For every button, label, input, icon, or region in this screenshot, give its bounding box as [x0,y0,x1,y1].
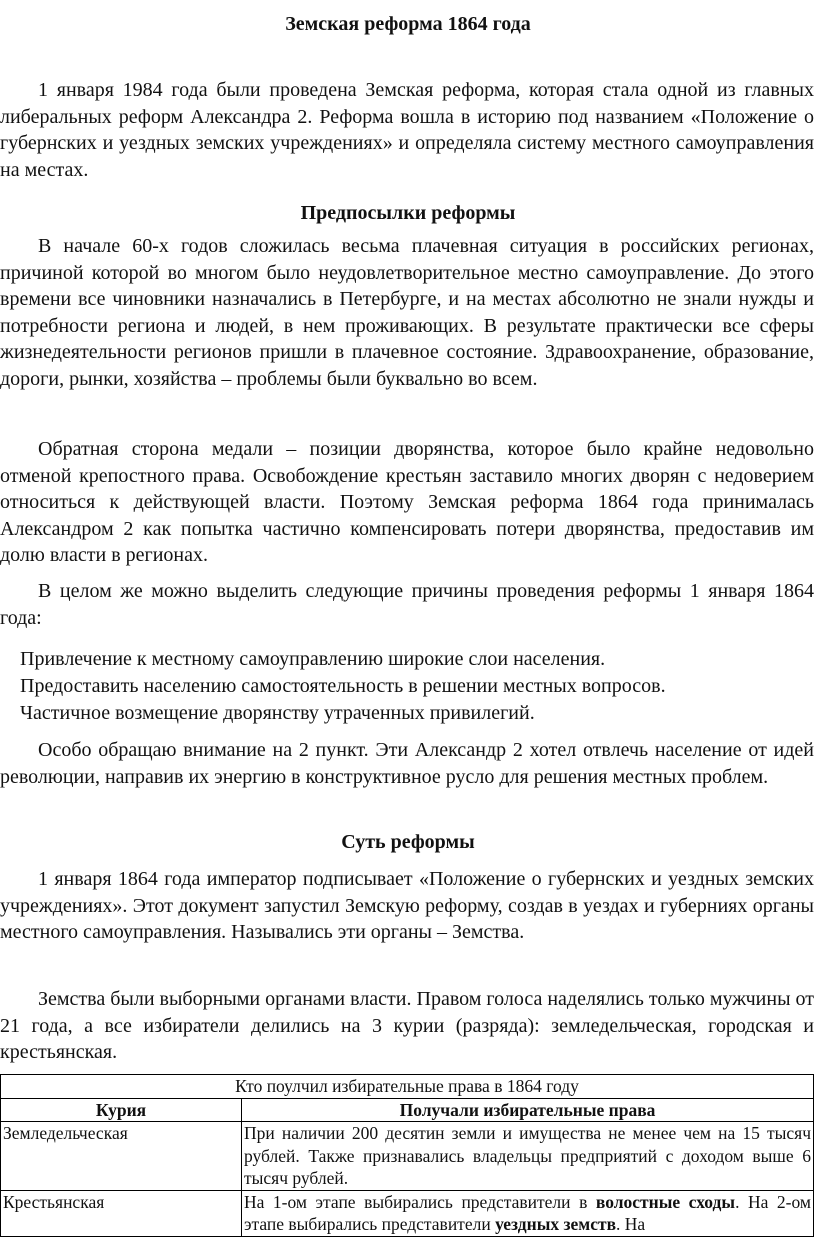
page-title: Земская реформа 1864 года [285,13,531,35]
paragraph-nobility: Обратная сторона медали – позиции дворянства, которое было крайне недовольно отменой крепостного права. Освобождение крестьян заставило многих дворян с недоверием относиться к действующей власти. Поэтому Земская реформа 1864 года принималась Александром 2 как попытка частично компенсировать потери дворянства, предоставив им долю власти в регионах. [0,438,814,566]
rights-text: . На [616,1214,646,1234]
table-caption: Кто поулчил избирательные права в 1864 году [1,1075,814,1099]
intro-paragraph: 1 января 1984 года были проведена Земская реформа, которая стала одной из главных либеральных реформ Александра 2. Реформа вошла в историю под названием «Положение о губернских и уездных земских учреждениях» и определяла систему местного самоуправления на местах. [0,79,814,181]
rights-cell: При наличии 200 десятин земли и имущества не менее чем на 15 тысяч рублей. Также признавались владельцы предприятий с доходом выше 6 тысяч рублей. [242,1122,814,1191]
list-item: Предоставить населению самостоятельность в решении местных вопросов. [20,675,666,697]
paragraph-regulation: 1 января 1864 года император подписывает «Положение о губернских и уездных земских учреждениях». Этот документ запустил Земскую реформу, создав в уездах и губерниях органы местного самоуправления. Назывались эти органы – Земства. [0,868,814,943]
list-item: Привлечение к местному самоуправлению широкие слои населения. [20,648,606,670]
curia-cell: Земледельческая [1,1122,242,1191]
paragraph-point-two: Особо обращаю внимание на 2 пункт. Эти Александр 2 хотел отвлечь население от идей революции, направив их энергию в конструктивное русло для решения местных проблем. [0,739,814,788]
voting-rights-table [0,1074,814,1237]
table-row [1,1190,814,1236]
section-heading-essence: Суть реформы [341,831,475,853]
paragraph-reasons-intro: В целом же можно выделить следующие причины проведения реформы 1 января 1864 года: [0,580,814,629]
column-header-curia: Курия [1,1098,242,1122]
rights-text: . На 2-ом этапе выбирались представители [244,1191,811,1234]
list-item: Частичное возмещение дворянству утраченных привилегий. [20,702,535,724]
section-heading-prerequisites: Предпосылки реформы [300,202,516,224]
table-header-row [1,1098,814,1122]
rights-bold-term: уездных земств [495,1214,617,1234]
column-header-rights: Получали избирательные права [242,1098,814,1122]
paragraph-zemstvo-elections: Земства были выборными органами власти. Правом голоса наделялись только мужчины от 21 года, а все избиратели делились на 3 курии (разряда): земледельческая, городская и крестьянская. [0,988,814,1063]
paragraph-regions-situation: В начале 60-х годов сложилась весьма плачевная ситуация в российских регионах, причиной которой во многом было неудовлетворительное местно самоуправление. До этого времени все чиновники назначались в Петербурге, и на местах абсолютно не знали нужды и потребности региона и людей, в нем проживающих. В результате практически все сферы жизнедеятельности регионов пришли в плачевное состояние. Здравоохранение, образование, дороги, рынки, хозяйства – проблемы были буквально во всем. [0,235,814,390]
rights-bold-term: волостные сходы [595,1191,736,1212]
table-row [1,1122,814,1191]
table-caption-row [1,1075,814,1099]
rights-text: На 1-ом этапе выбирались представители в [244,1191,596,1212]
curia-cell: Крестьянская [1,1190,242,1236]
rights-cell [242,1190,814,1236]
